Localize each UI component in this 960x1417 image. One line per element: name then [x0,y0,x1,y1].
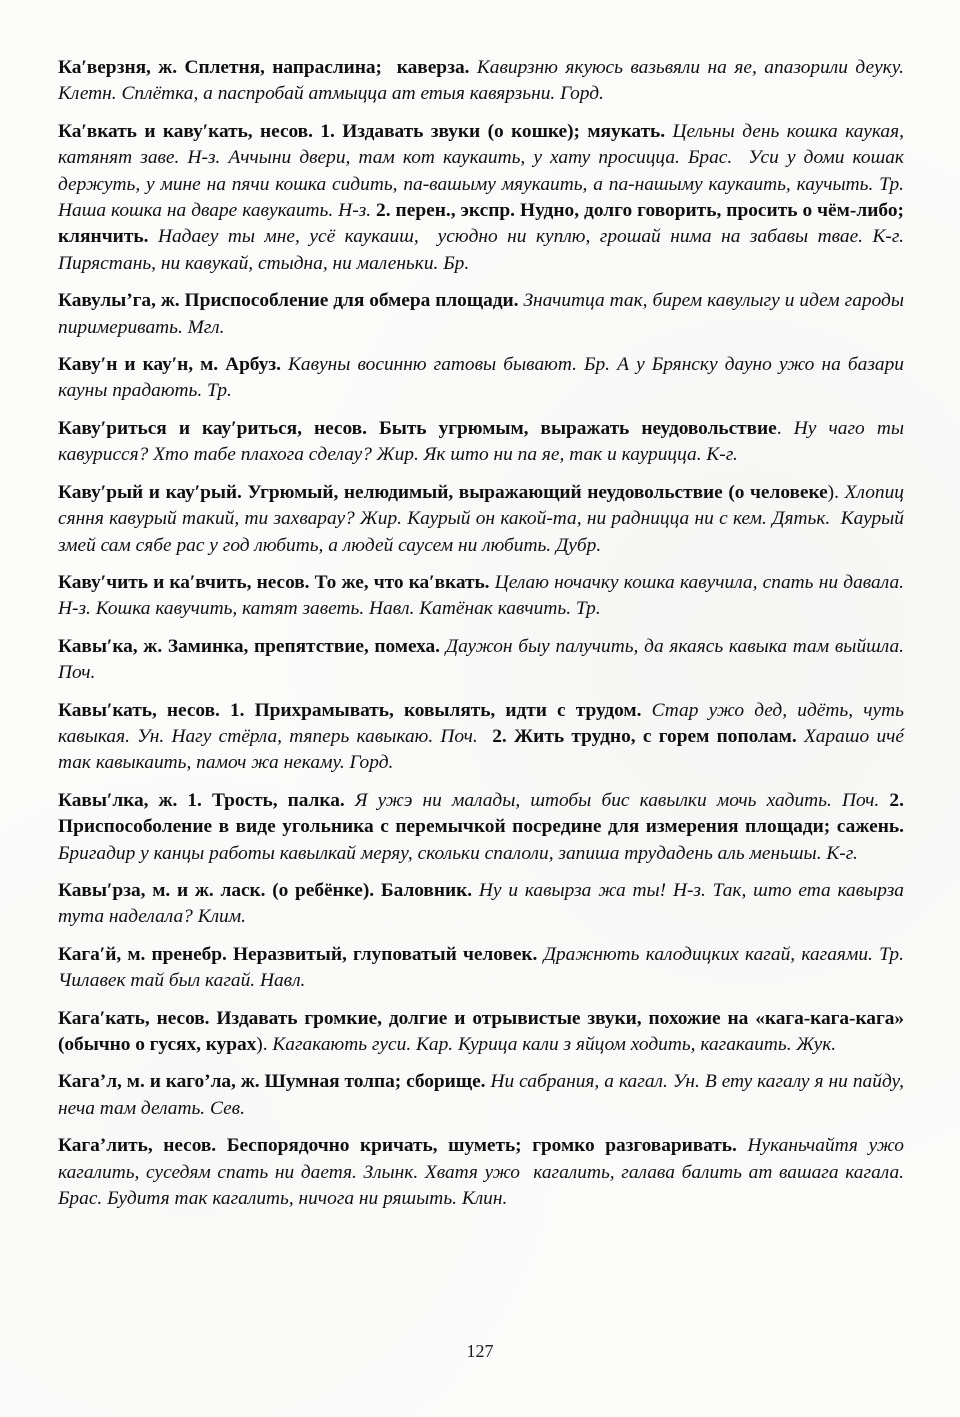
page-number: 127 [466,1341,494,1361]
dictionary-entry: Кавы′ка, ж. Заминка, препятствие, помеха. Даужон быу палучить, да якаясь кавыка там выйшла. Поч. [58,635,905,684]
dictionary-entry: Каву′рый и кау′рый. Угрюмый, нелюдимый, выражающий неудовольствие (о человеке). Хлопиц сяння кавурый такий, ти захварау? Жир. Каурый он какой-та, ни радницца ни с кем. Дятьк. Каурый змей сам сябе рас у год любить, а людей саусем ни любить. Дубр. [58,481,904,556]
dictionary-entry: Кага’лить, несов. Беспорядочно кричать, шуметь; громко разговаривать. Нуканьчайтя ужо кагалить, суседям спать ни даетя. Злынк. Хватя ужо кагалить, галава балить ат вашага кагала. Брас. Будитя так кагалить, ничога ни ряшыть. Клин. [58,1135,904,1210]
dictionary-entry: Кавы′кать, несов. 1. Прихрамывать, ковылять, идти с трудом. Стар ужо дед, идёть, чуть кавыкая. Ун. Нагу стёрла, тяперь кавыкаю. Поч. 2. Жить трудно, с горем пополам. Харашо ичé так кавыкаить, памоч жа некаму. Горд. [58,699,904,774]
dictionary-entry: Ка′верзня, ж. Сплетня, напраслина; каверза. Кавирзню якуюсь вазьвяли на яе, апазорили деуку. Клетн. Сплётка, а паспробай атмыцца ат етыя кавярзьни. Горд. [58,57,904,105]
dictionary-entry: Кавы′лка, ж. 1. Трость, палка. Я ужэ ни малады, штобы бис кавылки мочь хадить. Поч. 2. Приспособоление в виде угольника с перемычкой посредине для измерения площади; сажень. Бригадир у канцы работы кавылкай меряу, скольки спалоли, запиша трудадень аль меньшы. К-г. [58,789,904,864]
dictionary-entry: Каву′чить и ка′вчить, несов. То же, что ка′вкать. Целаю ночачку кошка кавучила, спать ни давала. Н-з. Кошка кавучить, катят заветь. Навл. Катёнак кавчить. Тр. [58,571,904,620]
dictionary-entry: Кага′й, м. пренебр. Неразвитый, глуповатый человек. Дражнють калодицких кагай, кагаями. Тр. Чилавек тай был кагай. Навл. [58,943,904,992]
dictionary-entry: Ка′вкать и каву′кать, несов. 1. Издавать звуки (о кошке); мяукать. Цельны день кошка каукая, катянят заве. Н-з. Аччыни двери, там кот каукаить, у хату просицца. Брас. Уси у доми кошак держуть, у мине на пячи кошка сидить, па-вашыму мяукаить, а па-нашыму каукаить, каучыть. Тр. Наша кошка на дваре кавукаить. Н-з. 2. перен., экспр. Нудно, долго говорить, просить о чём-либо; клянчить. Надаеу ты мне, усё каукаиш, усюдно ни куплю, грошай нима на забавы твае. К-г. Пирястань, ни кавукай, стыдна, ни маленьки. Бр. [58,120,904,274]
dictionary-entry: Кага’л, м. и каго’ла, ж. Шумная толпа; сборище. Ни сабрания, а кагал. Ун. В ету кагалу я ни пайду, неча там делать. Сев. [58,1071,904,1119]
dictionary-entry: Каву′н и кау′н, м. Арбуз. Кавуны восинню гатовы бывают. Бр. А у Брянску дауно ужо на базари кауны прадають. Тр. [58,354,904,402]
dictionary-entry-column [58,55,904,1212]
dictionary-entry: Каву′риться и кау′риться, несов. Быть угрюмым, выражать неудовольствие. Ну чаго ты кавурисся? Хто табе плахога сделау? Жир. Як што ни па яе, так и каурицца. К-г. [58,417,904,466]
dictionary-entry: Кавы′рза, м. и ж. ласк. (о ребёнке). Баловник. Ну и кавырза жа ты! Н-з. Так, што ета кавырза тута наделала? Клим. [58,879,905,928]
dictionary-entry: Кавулы’га, ж. Приспособление для обмера площади. Значитца так, бирем кавулыгу и идем гароды пиримеривать. Мгл. [58,290,904,338]
dictionary-entry: Кага′кать, несов. Издавать громкие, долгие и отрывистые звуки, похожие на «кага-кага-кага» (обычно о гусях, курах). Кагакають гуси. Кар. Курица кали з яйцом ходить, кагакаить. Жук. [58,1007,904,1055]
